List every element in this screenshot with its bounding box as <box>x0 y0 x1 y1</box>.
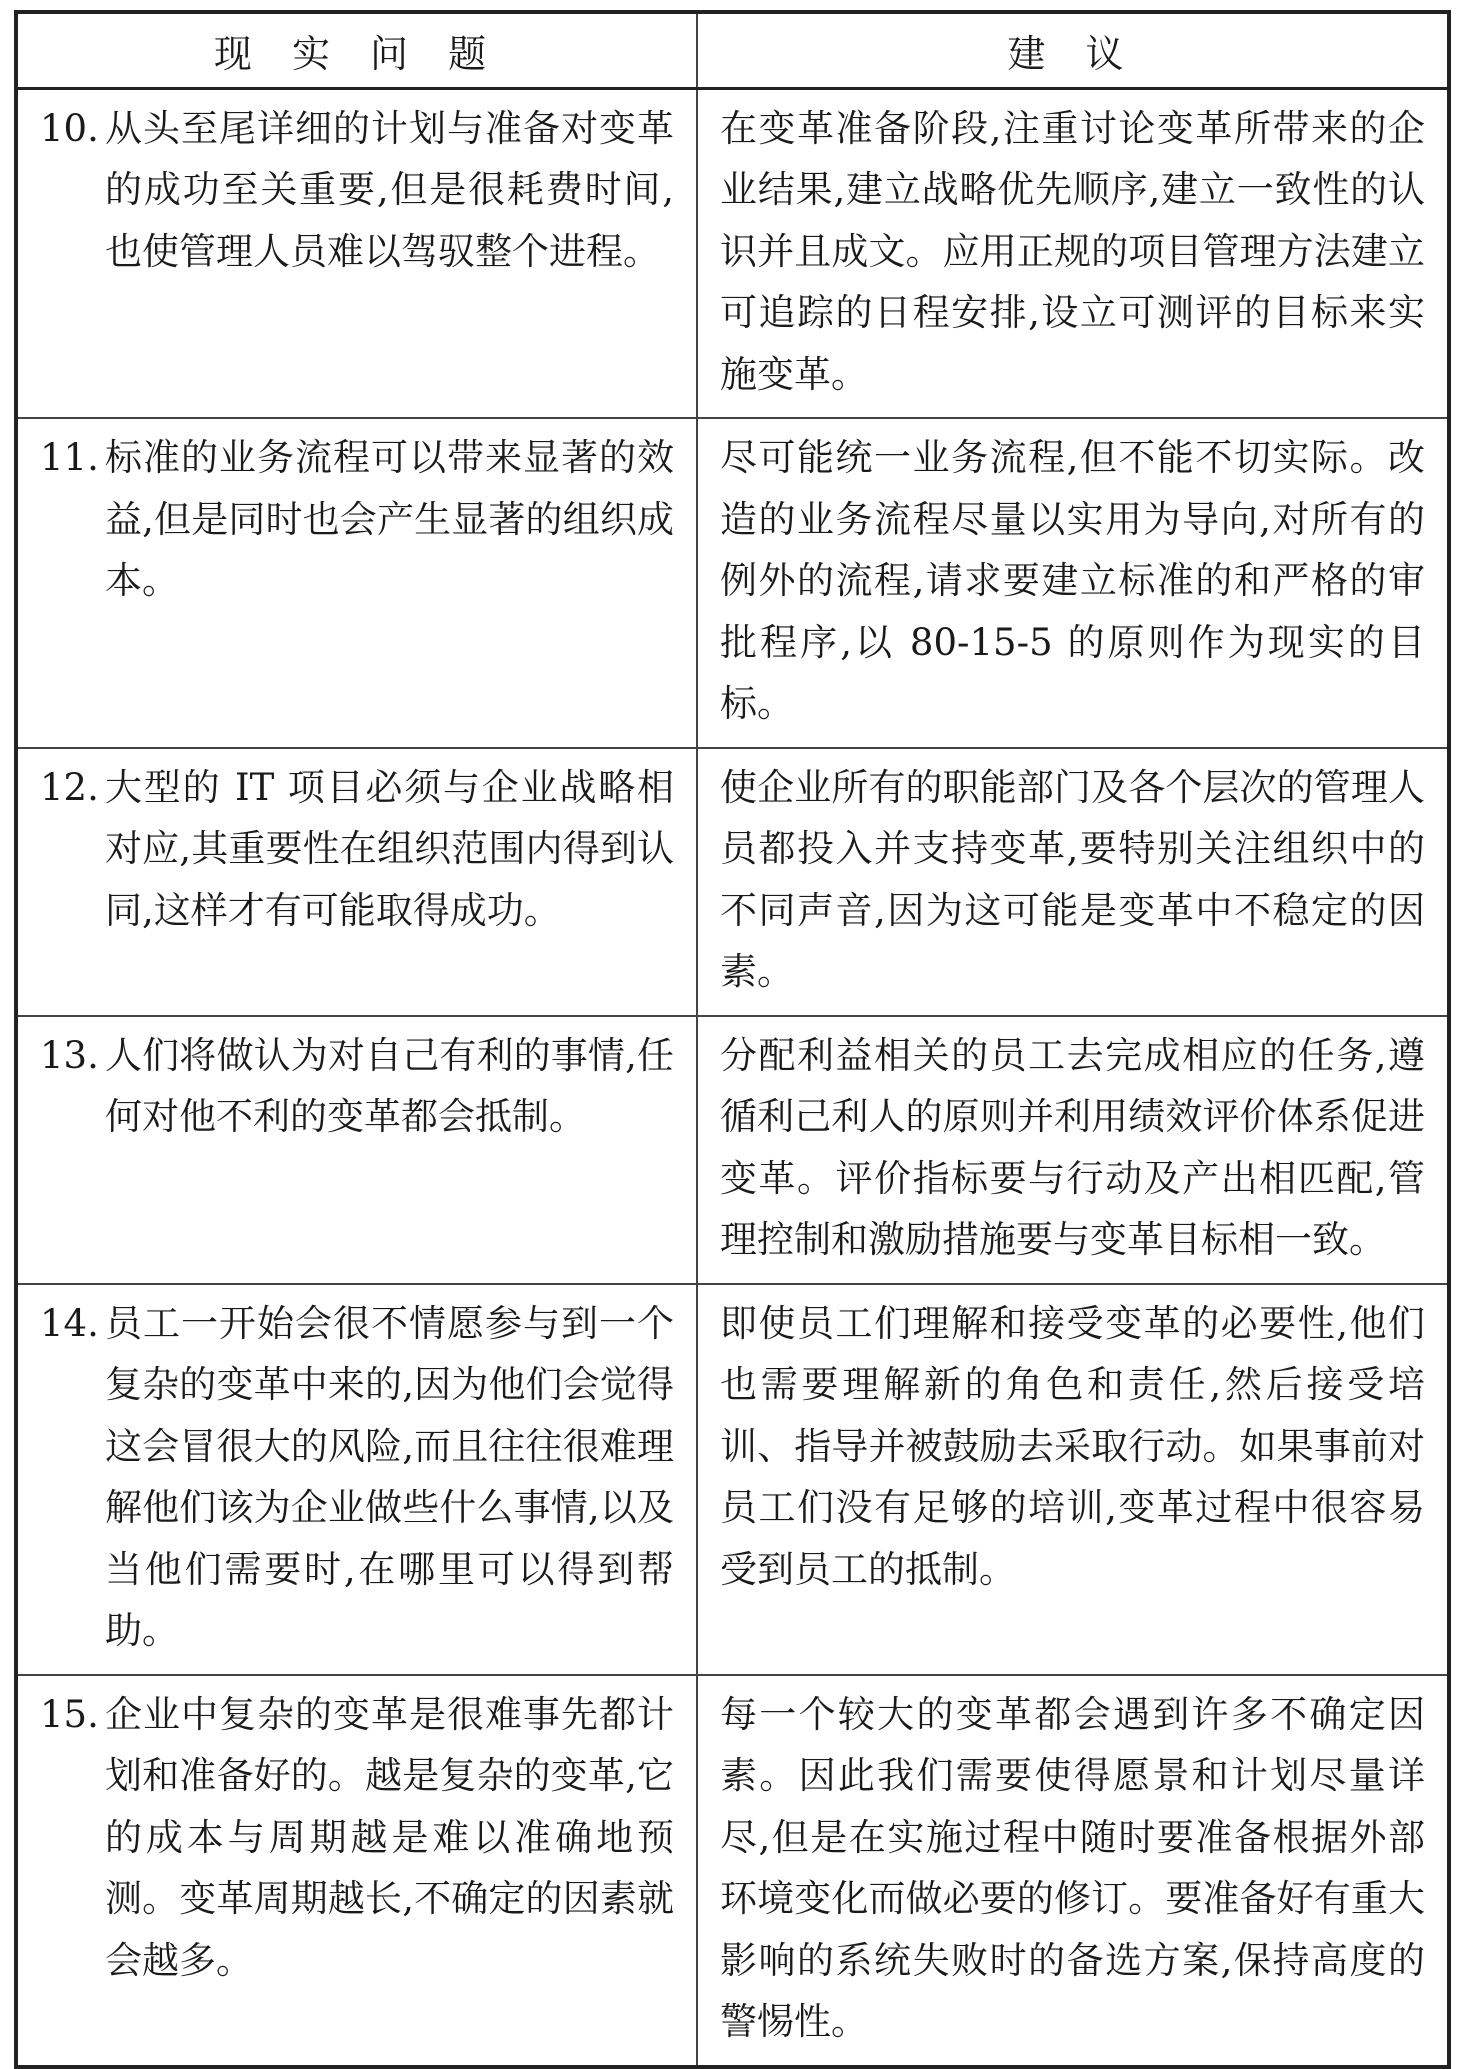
table-row <box>16 1016 1449 1284</box>
table-row <box>16 1675 1449 2067</box>
item-number: 10. <box>40 106 99 150</box>
advice-cell <box>697 1284 1449 1675</box>
advice-text: 使企业所有的职能部门及各个层次的管理人员都投入并支持变革,要特别关注组织中的不同声音,因为这可能是变革中不稳定的因素。 <box>720 765 1425 993</box>
advice-text: 每一个较大的变革都会遇到许多不确定因素。因此我们需要使得愿景和计划尽量详尽,但是在实施过程中随时要准备根据外部环境变化而做必要的修订。要准备好有重大影响的系统失败时的备选方案,保持高度的警惕性。 <box>720 1692 1425 2043</box>
document-page <box>14 10 1447 2043</box>
advice-cell <box>697 748 1449 1016</box>
problems-advice-table <box>14 10 1451 2069</box>
advice-text: 尽可能统一业务流程,但不能不切实际。改造的业务流程尽量以实用为导向,对所有的例外的流程,请求要建立标准的和严格的审批程序,以 80-15-5 的原则作为现实的目标。 <box>720 436 1425 725</box>
item-number: 12. <box>40 765 99 809</box>
problem-text: 员工一开始会很不情愿参与到一个复杂的变革中来的,因为他们会觉得这会冒很大的风险,而且往往很难理解他们该为企业做些什么事情,以及当他们需要时,在哪里可以得到帮助。 <box>105 1301 674 1652</box>
advice-text: 在变革准备阶段,注重讨论变革所带来的企业结果,建立战略优先顺序,建立一致性的认识并且成文。应用正规的项目管理方法建立可追踪的日程安排,设立可测评的目标来实施变革。 <box>720 106 1425 396</box>
problem-text: 企业中复杂的变革是很难事先都计划和准备好的。越是复杂的变革,它的成本与周期越是难以准确地预测。变革周期越长,不确定的因素就会越多。 <box>105 1692 674 1982</box>
problem-text: 大型的 IT 项目必须与企业战略相对应,其重要性在组织范围内得到认同,这样才有可能取得成功。 <box>105 765 674 932</box>
advice-cell <box>697 1675 1449 2067</box>
advice-text: 分配利益相关的员工去完成相应的任务,遵循利己利人的原则并利用绩效评价体系促进变革。评价指标要与行动及产出相匹配,管理控制和激励措施要与变革目标相一致。 <box>720 1033 1425 1261</box>
column-header-problem: 现 实 问 题 <box>16 12 697 88</box>
problem-cell <box>16 1016 697 1284</box>
table-row <box>16 88 1449 418</box>
table-header-row <box>16 12 1449 88</box>
advice-cell <box>697 418 1449 748</box>
problem-cell <box>16 1675 697 2067</box>
table-row <box>16 748 1449 1016</box>
advice-cell <box>697 1016 1449 1284</box>
table-row <box>16 1284 1449 1675</box>
problem-text: 人们将做认为对自己有利的事情,任何对他不利的变革都会抵制。 <box>105 1033 674 1138</box>
advice-cell <box>697 88 1449 418</box>
item-number: 15. <box>40 1692 99 1736</box>
problem-cell <box>16 418 697 748</box>
item-number: 11. <box>40 436 99 479</box>
problem-cell <box>16 88 697 418</box>
problem-text: 从头至尾详细的计划与准备对变革的成功至关重要,但是很耗费时间,也使管理人员难以驾驭整个进程。 <box>105 106 674 273</box>
column-header-advice: 建 议 <box>697 12 1449 88</box>
item-number: 13. <box>40 1033 99 1077</box>
advice-text: 即使员工们理解和接受变革的必要性,他们也需要理解新的角色和责任,然后接受培训、指导并被鼓励去采取行动。如果事前对员工们没有足够的培训,变革过程中很容易受到员工的抵制。 <box>720 1301 1425 1591</box>
table-row <box>16 418 1449 748</box>
problem-text: 标准的业务流程可以带来显著的效益,但是同时也会产生显著的组织成本。 <box>105 436 674 602</box>
problem-cell <box>16 1284 697 1675</box>
item-number: 14. <box>40 1301 99 1345</box>
problem-cell <box>16 748 697 1016</box>
